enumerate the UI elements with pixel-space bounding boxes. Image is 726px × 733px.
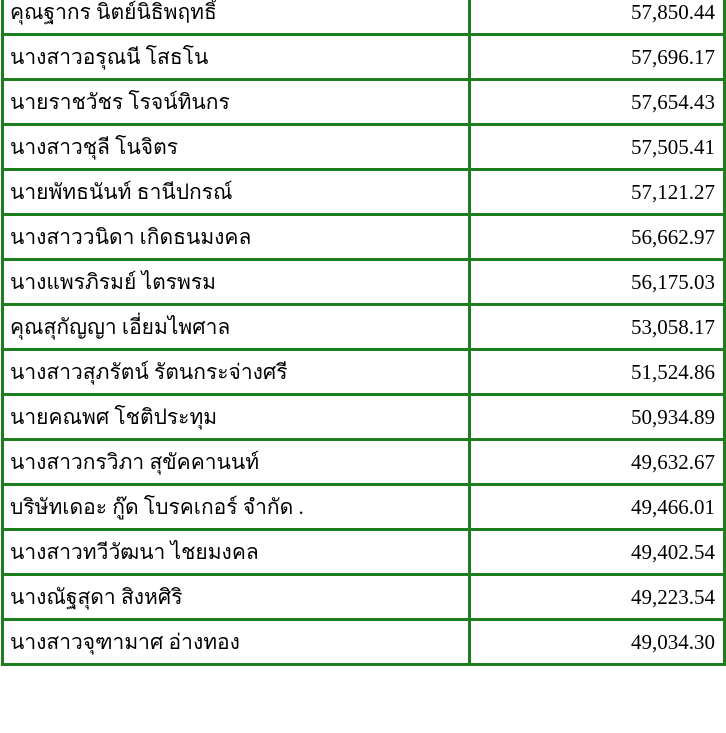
table-row — [3, 620, 725, 665]
holder-name-cell: นางสาวสุภรัตน์ รัตนกระจ่างศรี — [3, 350, 470, 395]
amount-cell: 57,505.41 — [470, 125, 725, 170]
table-row — [3, 80, 725, 125]
amount-cell: 49,223.54 — [470, 575, 725, 620]
amount-cell: 49,034.30 — [470, 620, 725, 665]
amount-cell: 49,632.67 — [470, 440, 725, 485]
amount-cell: 50,934.89 — [470, 395, 725, 440]
holder-name-cell: นายพัทธนันท์ ธานีปกรณ์ — [3, 170, 470, 215]
amount-cell: 57,850.44 — [470, 0, 725, 35]
table-row — [3, 575, 725, 620]
amount-cell: 53,058.17 — [470, 305, 725, 350]
table-row — [3, 350, 725, 395]
amount-cell: 49,402.54 — [470, 530, 725, 575]
holder-name-cell: นายคณพศ โชติประทุม — [3, 395, 470, 440]
table-row — [3, 440, 725, 485]
holder-name-cell: นางสาวจุฑามาศ อ่างทอง — [3, 620, 470, 665]
shareholder-table — [1, 0, 726, 666]
holder-name-cell: นางสาวชุลี โนจิตร — [3, 125, 470, 170]
table-row — [3, 305, 725, 350]
table-row — [3, 260, 725, 305]
holder-name-cell: นายราชวัชร โรจน์ทินกร — [3, 80, 470, 125]
holder-name-cell: บริษัทเดอะ กู๊ด โบรคเกอร์ จำกัด . — [3, 485, 470, 530]
holder-name-cell: นางสาววนิดา เกิดธนมงคล — [3, 215, 470, 260]
holder-name-cell: นางแพรภิรมย์ ไตรพรม — [3, 260, 470, 305]
holder-name-cell: นางณัฐสุดา สิงหศิริ — [3, 575, 470, 620]
table-row — [3, 395, 725, 440]
table-body — [3, 0, 725, 665]
amount-cell: 57,654.43 — [470, 80, 725, 125]
holder-name-cell: นางสาวกรวิภา สุขัคคานนท์ — [3, 440, 470, 485]
amount-cell: 57,696.17 — [470, 35, 725, 80]
table-row — [3, 485, 725, 530]
table-row — [3, 530, 725, 575]
amount-cell: 56,662.97 — [470, 215, 725, 260]
holder-name-cell: คุณฐากร นิตย์นิธิพฤทธิ์ — [3, 0, 470, 35]
amount-cell: 56,175.03 — [470, 260, 725, 305]
table-row — [3, 0, 725, 35]
holder-name-cell: คุณสุกัญญา เอี่ยมไพศาล — [3, 305, 470, 350]
holder-name-cell: นางสาวทวีวัฒนา ไชยมงคล — [3, 530, 470, 575]
amount-cell: 57,121.27 — [470, 170, 725, 215]
table-row — [3, 170, 725, 215]
amount-cell: 49,466.01 — [470, 485, 725, 530]
holder-name-cell: นางสาวอรุณนี โสธโน — [3, 35, 470, 80]
amount-cell: 51,524.86 — [470, 350, 725, 395]
table-row — [3, 215, 725, 260]
table-row — [3, 125, 725, 170]
table-row — [3, 35, 725, 80]
